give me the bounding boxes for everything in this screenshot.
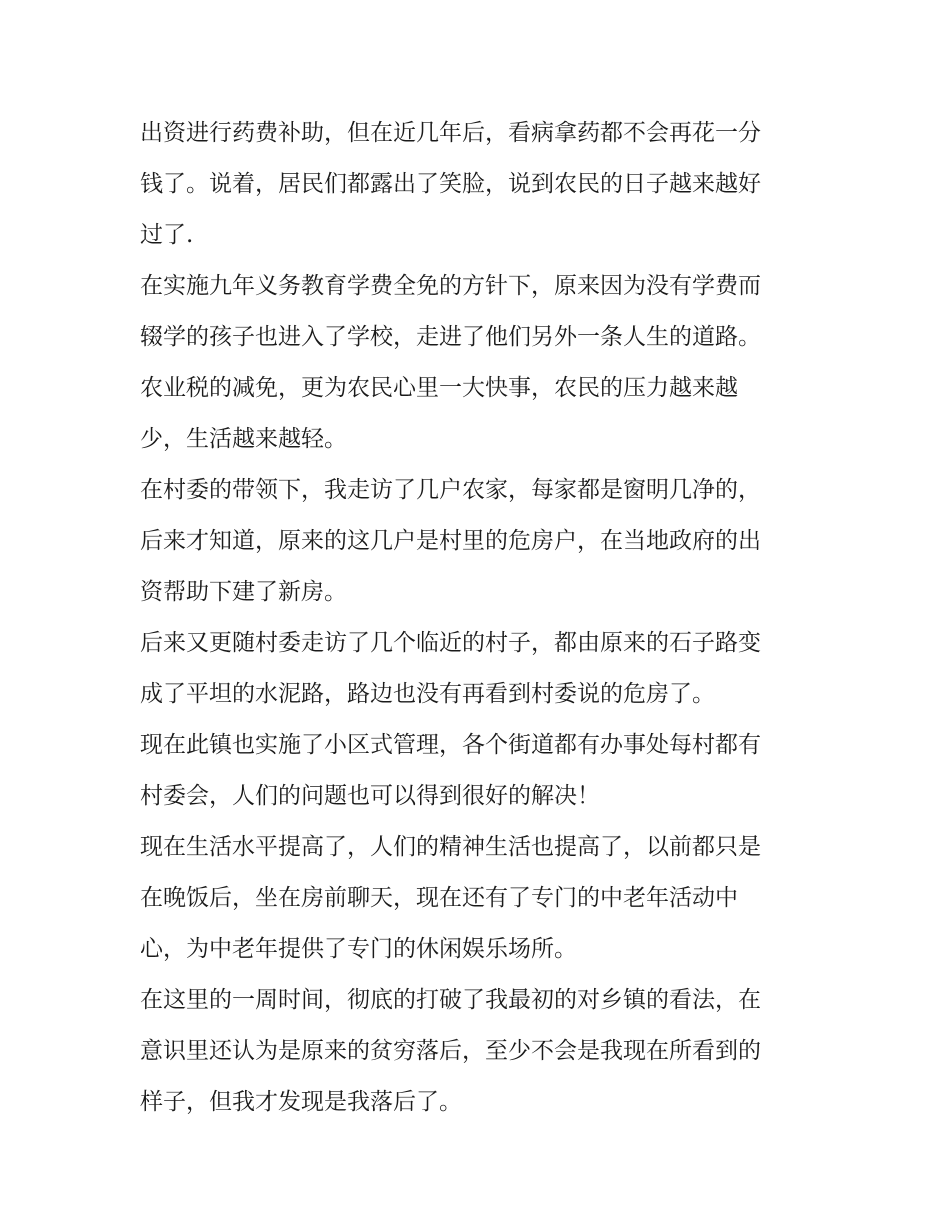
text-line: 心，为中老年提供了专门的休闲娱乐场所。 (140, 936, 577, 962)
paragraph-4 (140, 465, 820, 618)
paragraph-1 (140, 108, 820, 261)
text-line: 辍学的孩子也进入了学校，走进了他们另外一条人生的道路。 (140, 324, 761, 350)
text-line: 在实施九年义务教育学费全免的方针下，原来因为没有学费而 (140, 273, 761, 299)
text-line: 在晚饭后，坐在房前聊天，现在还有了专门的中老年活动中 (140, 885, 738, 911)
paragraph-3 (140, 363, 820, 465)
text-line: 资帮助下建了新房。 (140, 579, 347, 605)
paragraph-7 (140, 822, 820, 975)
text-line: 出资进行药费补助，但在近几年后，看病拿药都不会再花一分 (140, 120, 761, 146)
text-line: 现在生活水平提高了，人们的精神生活也提高了，以前都只是 (140, 834, 761, 860)
text-line: 在这里的一周时间，彻底的打破了我最初的对乡镇的看法，在 (140, 987, 761, 1013)
text-line: 在村委的带领下，我走访了几户农家，每家都是窗明几净的， (140, 477, 761, 503)
text-line: 过了. (140, 222, 194, 248)
paragraph-5 (140, 618, 820, 720)
text-line: 样子，但我才发现是我落后了。 (140, 1089, 462, 1115)
text-line: 农业税的减免，更为农民心里一大快事，农民的压力越来越 (140, 375, 738, 401)
text-line: 后来才知道，原来的这几户是村里的危房户，在当地政府的出 (140, 528, 761, 554)
text-line: 少，生活越来越轻。 (140, 426, 347, 452)
paragraph-2 (140, 261, 820, 363)
text-line: 意识里还认为是原来的贫穷落后，至少不会是我现在所看到的 (140, 1038, 761, 1064)
document-body (140, 108, 820, 1128)
text-line: 钱了。说着，居民们都露出了笑脸，说到农民的日子越来越好 (140, 171, 761, 197)
text-line: 成了平坦的水泥路，路边也没有再看到村委说的危房了。 (140, 681, 715, 707)
paragraph-8 (140, 975, 820, 1128)
text-line: 村委会，人们的问题也可以得到很好的解决！ (140, 783, 600, 809)
paragraph-6 (140, 720, 820, 822)
text-line: 后来又更随村委走访了几个临近的村子，都由原来的石子路变 (140, 630, 761, 656)
text-line: 现在此镇也实施了小区式管理，各个街道都有办事处每村都有 (140, 732, 761, 758)
